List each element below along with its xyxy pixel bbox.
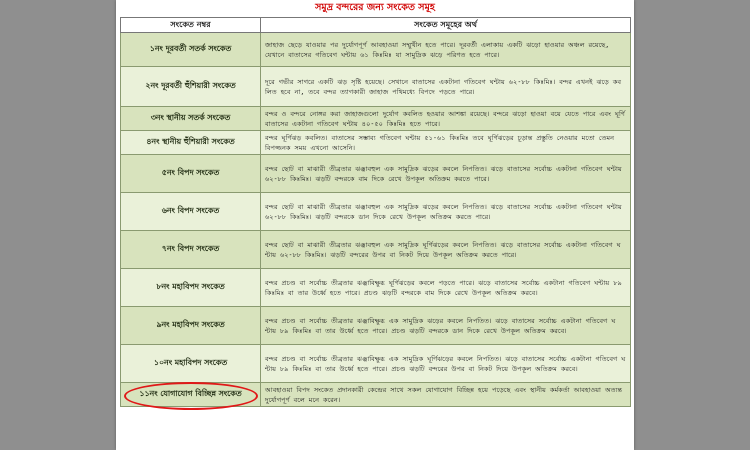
table-row [121,383,631,407]
table-row [121,107,631,131]
signal-name: ১নং দূরবর্তী সতর্ক সংকেত [121,33,261,67]
table-row [121,155,631,193]
signal-table [120,17,631,407]
signal-description: বন্দর প্রচণ্ড বা সর্বোচ্চ তীব্রতার ঝঞ্ঝাবিক্ষুব্ধ ঘূর্ণিঝড়ের কবলে পড়তে পারে। ঝড়ে বাতাসের সর্বোচ্চ একটানা গতিবেগ ঘন্টায় ৮৯ কিঃমিঃ বা তার উর্ধ্বে হতে পারে। প্রচণ্ড ঝড়টি বন্দরকে বাম দিকে রেখে উপকূল অতিক্রম করবে। [261,269,631,307]
header-signal-meaning: সংকেত সমূহের অর্থ [261,18,631,33]
signal-name: ২নং দূরবর্তী হুঁশিয়ারী সংকেত [121,67,261,107]
signal-name: ৩নং স্থানীয় সতর্ক সংকেত [121,107,261,131]
table-header-row [121,18,631,33]
document-page [116,0,634,450]
signal-name: ১০নং মহাবিপদ সংকেত [121,345,261,383]
signal-name: ৯নং মহাবিপদ সংকেত [121,307,261,345]
signal-description: বন্দর ঘূর্ণিঝড় কবলিত। বাতাসের সম্ভাব্য গতিবেগ ঘন্টায় ৫১-৬১ কিঃমিঃ তবে ঘূর্ণিঝড়ের চূড়ান্ত প্রস্তুতি নেওয়ার মতো তেমন বিপজ্জনক সময় এখনো আসেনি। [261,131,631,155]
table-row [121,33,631,67]
signal-description: বন্দর ছোট বা মাঝারী তীব্রতার ঝঞ্ঝাবহুল এক সামুদ্রিক ঝড়ের কবলে নিপতিত। ঝড়ে বাতাসের সর্বোচ্চ একটানা গতিবেগ ঘন্টায় ৬২-৮৮ কিঃমিঃ। ঝড়টি বন্দরকে ডান দিকে রেখে উপকূল অতিক্রম করতে পারে। [261,193,631,231]
header-signal-number: সংকেত নম্বর [121,18,261,33]
signal-name: ৭নং বিপদ সংকেত [121,231,261,269]
table-row [121,131,631,155]
table-row [121,231,631,269]
signal-description: বন্দর ছোট বা মাঝারী তীব্রতার ঝঞ্ঝাবহুল এক সামুদ্রিক ঝড়ের কবলে নিপতিত। ঝড়ে বাতাসের সর্বোচ্চ একটানা গতিবেগ ঘন্টায় ৬২-৮৮ কিঃমিঃ। ঝড়টি বন্দরকে বাম দিকে রেখে উপকূল অতিক্রম করতে পারে। [261,155,631,193]
signal-description: বন্দর ও বন্দরে নোঙ্গর করা জাহাজগুলো দুর্যোগ কবলিত হওয়ার আশঙ্কা রয়েছে। বন্দরে ঝড়ো হাওয়া বয়ে যেতে পারে এবং ঘূর্ণি বাতাসের একটানা গতিবেগ ঘন্টায় ৪০-৫০ কিঃমিঃ হতে পারে। [261,107,631,131]
signal-name: ১১নং যোগাযোগ বিচ্ছিন্ন সংকেত [121,383,261,407]
signal-description: আবহাওয়া বিপদ সংকেত প্রদানকারী কেন্দ্রের সাথে সকল যোগাযোগ বিচ্ছিন্ন হয়ে পড়েছে এবং স্থানীয় কর্মকর্তা আবহাওয়া অত্যন্ত দুর্যোগপূর্ণ বলে মনে করেন। [261,383,631,407]
table-row [121,269,631,307]
signal-name: ৬নং বিপদ সংকেত [121,193,261,231]
signal-description: বন্দর প্রচণ্ড বা সর্বোচ্চ তীব্রতার ঝঞ্ঝাবিক্ষুব্ধ এক সামুদ্রিক ঝড়ের কবলে নিপতিত। ঝড়ে বাতাসের সর্বোচ্চ একটানা গতিবেগ ঘন্টায় ৮৯ কিঃমিঃ বা তার উর্ধ্বে হতে পারে। প্রচণ্ড ঝড়টি বন্দরকে ডান দিকে রেখে উপকূল অতিক্রম করবে। [261,307,631,345]
table-row [121,307,631,345]
table-row [121,345,631,383]
signal-name: ৪নং স্থানীয় হুঁশিয়ারী সংকেত [121,131,261,155]
table-row [121,193,631,231]
signal-name: ৮নং মহাবিপদ সংকেত [121,269,261,307]
signal-description: বন্দর ছোট বা মাঝারী তীব্রতার ঝঞ্ঝাবহুল এক সামুদ্রিক ঘূর্ণিঝড়ের কবলে নিপতিত। ঝড়ে বাতাসের সর্বোচ্চ একটানা গতিবেগ ঘন্টায় ৬২-৮৮ কিঃমিঃ। ঝড়টি বন্দরের উপর বা নিকট দিয়ে উপকূল অতিক্রম করতে পারে। [261,231,631,269]
signal-description: বন্দর প্রচণ্ড বা সর্বোচ্চ তীব্রতার ঝঞ্ঝাবিক্ষুব্ধ এক সামুদ্রিক ঘূর্ণিঝড়ের কবলে নিপতিত। ঝড়ে বাতাসের সর্বোচ্চ একটানা গতিবেগ ঘন্টায় ৮৯ কিঃমিঃ বা তার উর্ধ্বে হতে পারে। প্রচণ্ড ঝড়টি বন্দরের উপর বা নিকট দিয়ে উপকূল অতিক্রম করবে। [261,345,631,383]
signal-name: ৫নং বিপদ সংকেত [121,155,261,193]
table-row [121,67,631,107]
signal-description: দূরে গভীর সাগরে একটি ঝড় সৃষ্টি হয়েছে। সেখানে বাতাসের একটানা গতিবেগ ঘন্টায় ৬২-৮৮ কিঃমিঃ। বন্দর এখনই ঝড়ে কবলিত হবে না, তবে বন্দর ত্যাগকারী জাহাজ পথিমধ্যে বিপদে পড়তে পারে। [261,67,631,107]
signal-description: জাহাজ ছেড়ে যাওয়ার পর দুর্যোগপূর্ণ আবহাওয়া সম্মুখীন হতে পারে। দূরবর্তী এলাকায় একটি ঝড়ো হাওয়ার অঞ্চল রয়েছে, যেখানে বাতাসের গতিবেগ ঘন্টায় ৬১ কিঃমিঃ যা সামুদ্রিক ঝড়ে পরিণত হতে পারে। [261,33,631,67]
document-title: সমুদ্র বন্দরের জন্য সংকেত সমূহ [315,2,435,13]
